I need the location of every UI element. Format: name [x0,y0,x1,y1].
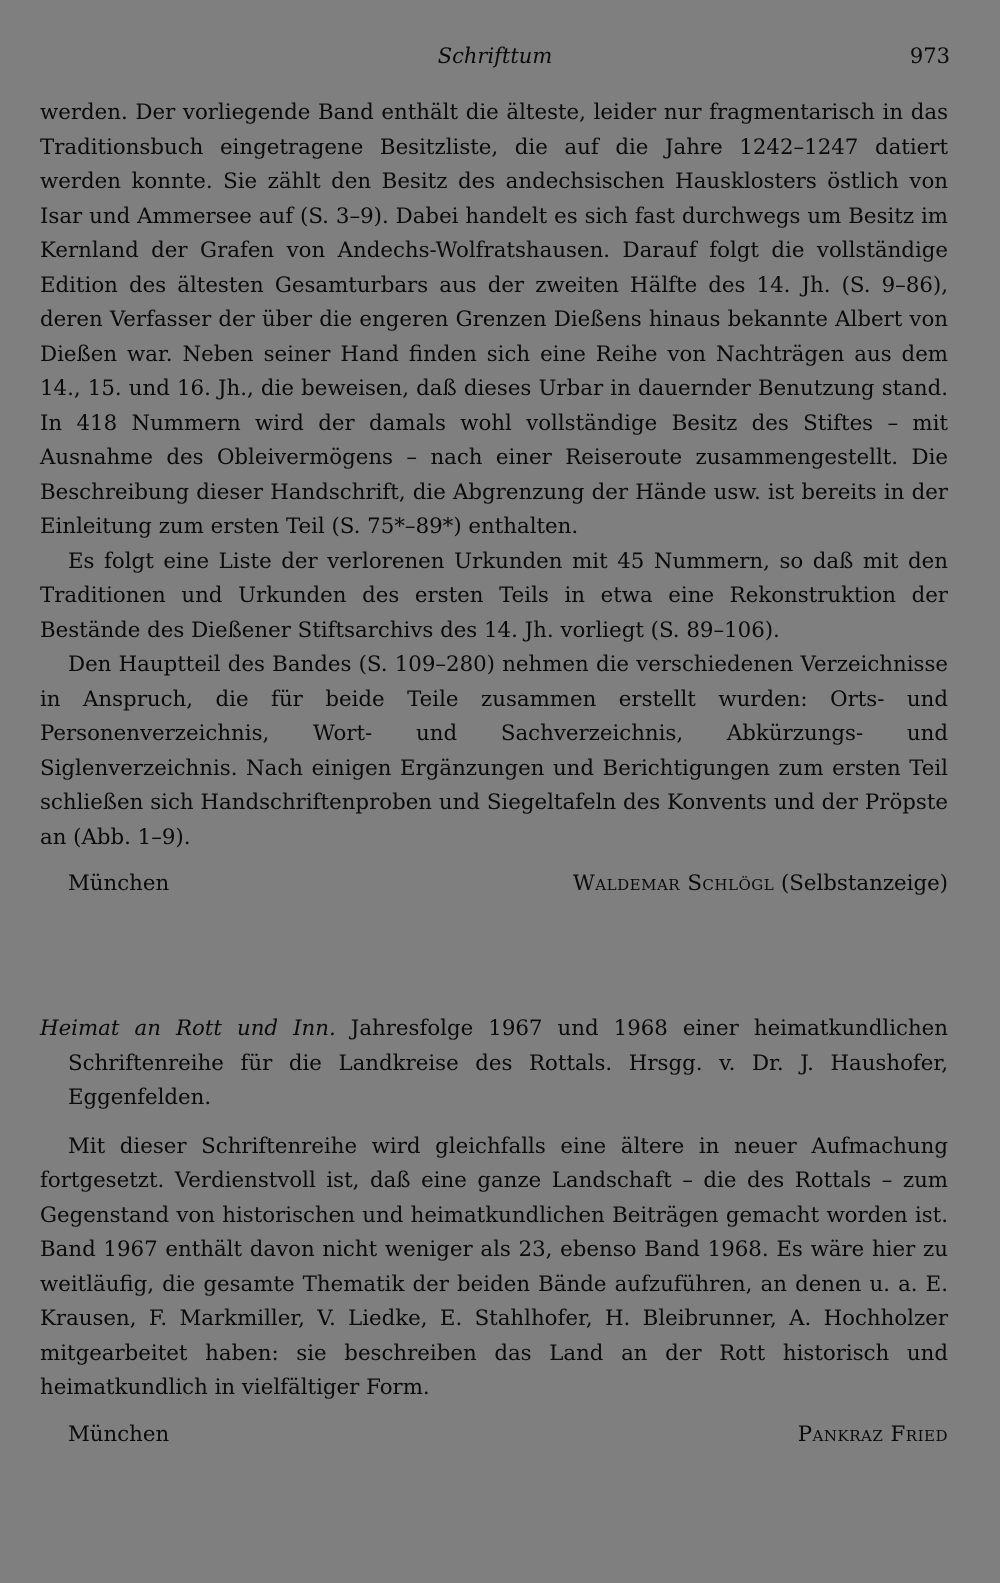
review-1-paragraph-3: Den Hauptteil des Bandes (S. 109–280) nehmen die verschiedenen Verzeichnisse in Anspruch, die für beide Teile zusammen erstellt wurden: Orts- und Personenverzeichnis, Wort- und Sachverzeichnis, Abkürzungs- und Siglenverzeichnis. Nach einigen Ergänzungen und Berichtigungen zum ersten Teil schließen sich Handschriftenproben und Siegeltafeln des Konvents und der Pröpste an (Abb. 1–9). [40,652,948,850]
review-1-signature [573,867,948,902]
review-2-author: Pankraz Fried [797,1421,948,1447]
page-number: 973 [909,44,950,68]
review-1-paragraph-1: werden. Der vorliegende Band enthält die älteste, leider nur fragmentarisch in das Traditionsbuch eingetragene Besitzliste, die auf die Jahre 1242–1247 datiert werden konnte. Sie zählt den Besitz des andechsischen Hausklosters östlich von Isar und Ammersee auf (S. 3–9). Dabei handelt es sich fast durchwegs um Besitz im Kernland der Grafen von Andechs-Wolfratshausen. Darauf folgt die vollständige Edition des ältesten Gesamturbars aus der zweiten Hälfte des 14. Jh. (S. 9–86), deren Verfasser der über die engeren Grenzen Dießens hinaus bekannte Albert von Dießen war. Neben seiner Hand finden sich eine Reihe von Nachträgen aus dem 14., 15. und 16. Jh., die beweisen, daß dieses Urbar in dauernder Benutzung stand. In 418 Nummern wird der damals wohl vollständige Besitz des Stiftes – mit Ausnahme des Obleivermögens – nach einer Reiseroute zusammengestellt. Die Beschreibung dieser Handschrift, die Abgrenzung der Hände usw. ist bereits in der Einleitung zum ersten Teil (S. 75*–89*) enthalten. [40,100,948,539]
review-1-author-note: (Selbstanzeige) [780,871,948,896]
review-1-author: Waldemar Schlögl [572,871,775,896]
page-header [40,44,950,76]
review-2-paragraph-1: Mit dieser Schriftenreihe wird gleichfalls eine ältere in neuer Aufmachung fortgesetzt. Verdienstvoll ist, daß eine ganze Landschaft – die des Rottals – zum Gegenstand von historischen und heimatkundlichen Beiträgen gemacht worden ist. Band 1967 enthält davon nicht weniger als 23, ebenso Band 1968. Es wäre hier zu weitläufig, die gesamte Thematik der beiden Bände aufzuführen, an denen u. a. E. Krausen, F. Markmiller, V. Liedke, E. Stahlhofer, H. Bleibrunner, A. Hochholzer mitgearbeitet haben: sie beschreiben das Land an der Rott historisch und heimatkundlich in vielfältiger Form. [40,1133,948,1400]
review-2-bibliography [40,1012,948,1116]
review-2-place: München [68,1421,170,1447]
review-2 [40,1012,948,1452]
review-1 [40,96,948,901]
review-1-place: München [68,871,170,896]
review-1-paragraph-2: Es folgt eine Liste der verlorenen Urkunden mit 45 Nummern, so daß mit den Traditionen und Urkunden des ersten Teils in etwa eine Rekonstruktion der Bestände des Dießener Stiftsarchivs des 14. Jh. vorliegt (S. 89–106). [40,548,948,643]
review-2-bib-details: Jahresfolge 1967 und 1968 einer heimatkundlichen Schriftenreihe für die Landkreise des Rottals. Hrsgg. v. Dr. J. Haushofer, Eggenfelden. [68,1016,948,1110]
running-title: Schrifttum [437,44,553,68]
review-1-signature-row [40,867,948,901]
review-2-signature-row [40,1418,948,1452]
review-2-title: Heimat an Rott und Inn. [40,1016,336,1041]
